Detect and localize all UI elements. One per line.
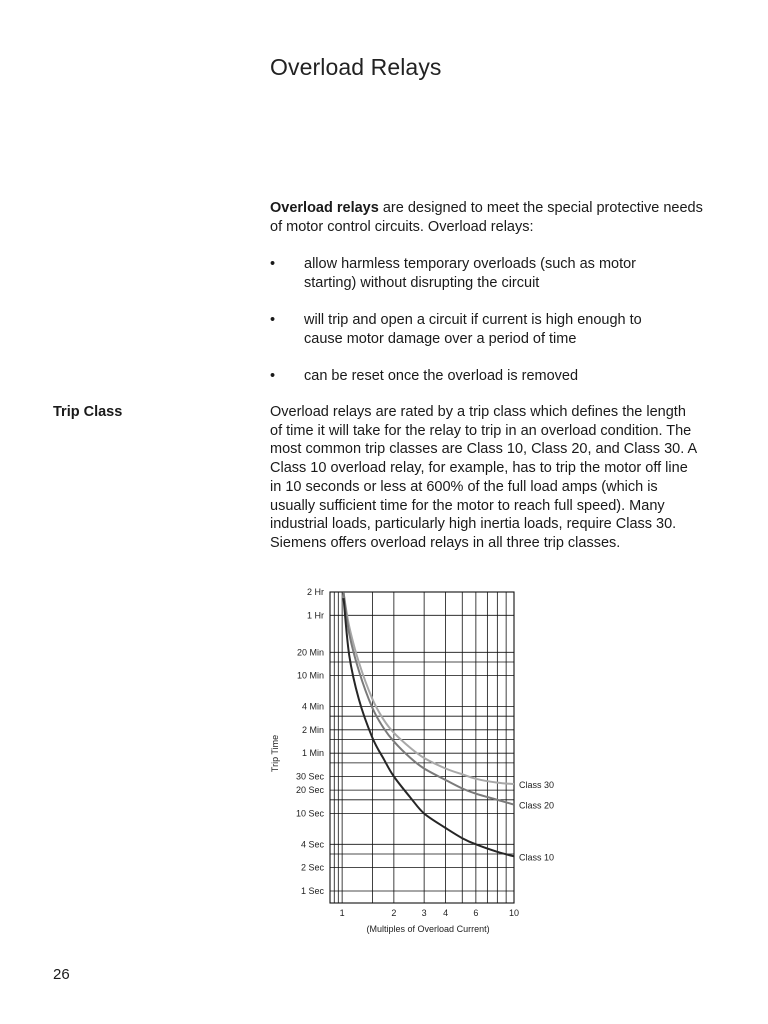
series-line-class-20 (344, 593, 514, 805)
y-tick-label: 20 Min (296, 647, 324, 658)
intro-text: are designed to meet the special protective needs of motor control circuits. Overload relays: (270, 200, 703, 235)
y-tick-label: 30 Sec (295, 771, 324, 782)
trip-class-paragraph: Overload relays are rated by a trip class which defines the length of time it will take for the relay to trip in an overload condition. The most common trip classes are Class 10, Class 20, and Class 30. A Class 10 overload relay, for example, has to trip the motor off line in 10 seconds or less at 600% of the full load amps (which is usually sufficient time for the motor to reach full speed). Many industrial loads, particularly high inertia loads, require Class 30. Siemens offers overload relays in all three trip classes. (270, 404, 697, 551)
page-title: Overload Relays (270, 54, 442, 80)
y-axis-label: Trip Time (270, 734, 280, 773)
x-tick-label: 2 (391, 908, 397, 918)
y-tick-label: 1 Sec (300, 885, 324, 896)
bullet-symbol: • (270, 368, 276, 384)
y-tick-label: 4 Sec (300, 839, 324, 850)
bullet-text: will trip and open a circuit if current is high enough to cause motor damage over a period of time (304, 312, 642, 347)
bullet-symbol: • (270, 256, 276, 272)
y-tick-label: 1 Min (301, 748, 324, 759)
chart-curves (344, 593, 514, 856)
intro-bold-lead: Overload relays (270, 200, 379, 216)
series-line-class-30 (344, 593, 514, 784)
y-tick-label: 2 Min (301, 724, 324, 735)
y-tick-label: 20 Sec (295, 785, 324, 796)
trip-class-heading: Trip Class (53, 404, 123, 420)
x-tick-label: 1 (339, 908, 345, 918)
bullet-symbol: • (270, 312, 276, 328)
bullet-text: can be reset once the overload is removed (304, 368, 579, 384)
chart-grid (330, 592, 514, 903)
x-tick-label: 3 (421, 908, 427, 918)
y-tick-label: 1 Hr (306, 610, 324, 621)
page-number: 26 (53, 966, 70, 983)
series-label: Class 20 (519, 800, 555, 811)
bullet-text: allow harmless temporary overloads (such as motor starting) without disrupting the circuit (304, 256, 637, 291)
series-line-class-10 (344, 598, 514, 856)
x-axis-label: (Multiples of Overload Current) (366, 924, 490, 934)
x-tick-label: 4 (443, 908, 449, 918)
trip-time-chart (260, 584, 560, 940)
series-label: Class 10 (519, 852, 555, 863)
plot-frame (330, 592, 514, 903)
x-tick-label: 6 (473, 908, 479, 918)
x-tick-label: 10 (508, 908, 520, 918)
y-tick-label: 2 Sec (300, 862, 324, 873)
y-tick-label: 10 Sec (295, 808, 324, 819)
intro-paragraph (270, 199, 710, 236)
y-tick-label: 2 Hr (306, 587, 324, 597)
series-label: Class 30 (519, 780, 555, 791)
y-tick-label: 10 Min (296, 670, 324, 681)
y-tick-label: 4 Min (301, 701, 324, 712)
